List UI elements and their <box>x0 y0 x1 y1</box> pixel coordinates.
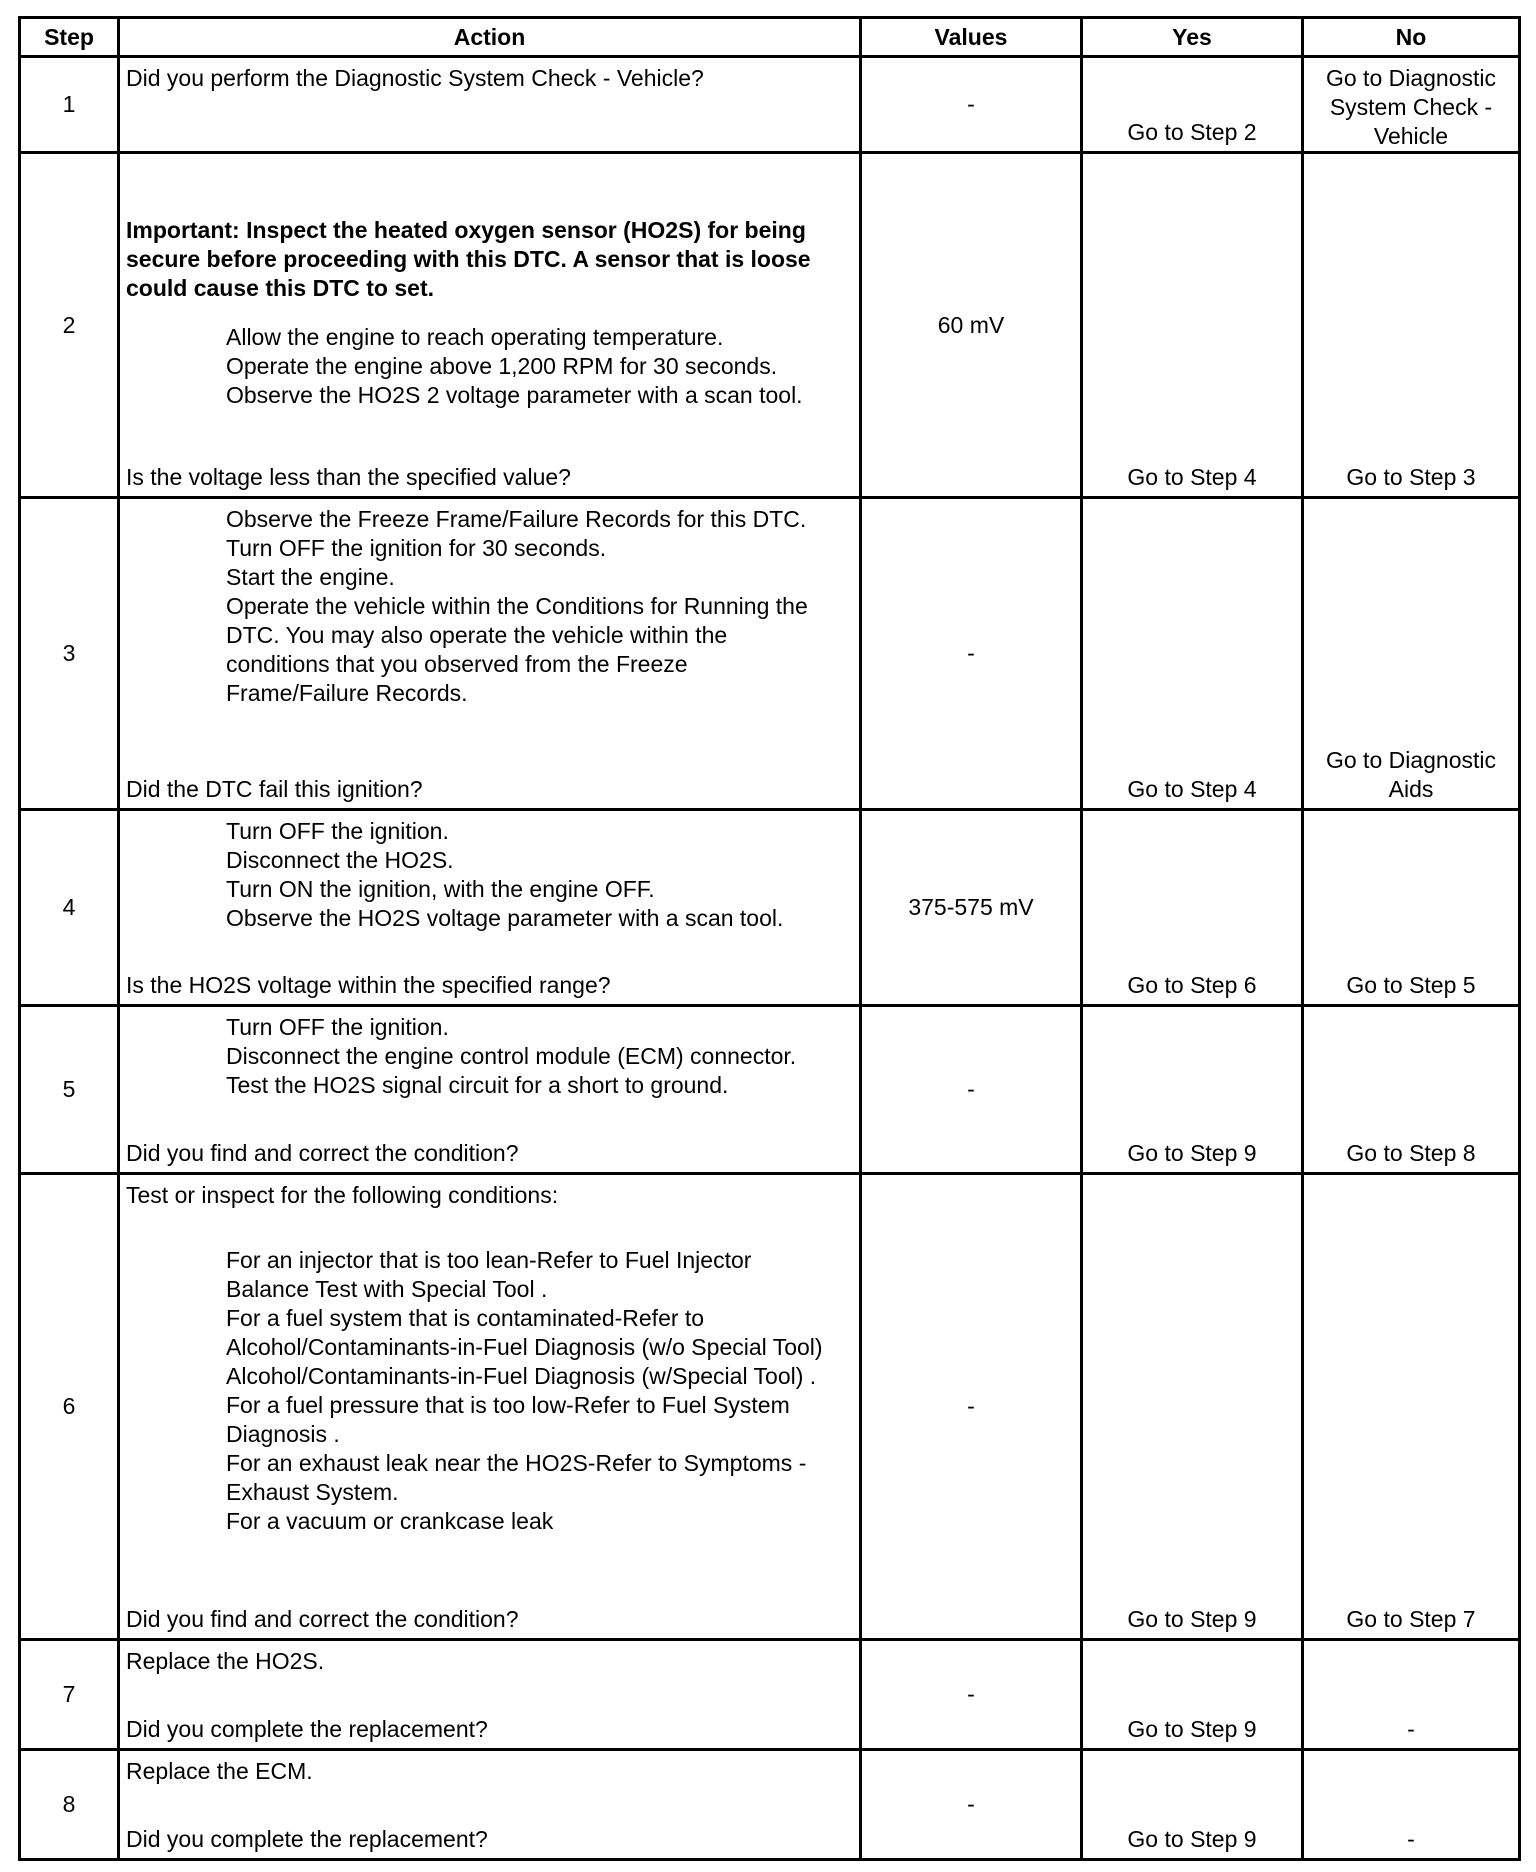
table-row <box>20 1174 1520 1640</box>
table-row <box>20 498 1520 810</box>
table-row <box>20 810 1520 1006</box>
action-item: Observe the HO2S voltage parameter with a scan tool. <box>226 905 784 931</box>
action-item: Turn OFF the ignition. <box>226 818 449 844</box>
no-text: Go to Diagnostic System Check - Vehicle <box>1325 65 1497 149</box>
no-cell <box>1303 498 1520 810</box>
no-cell <box>1303 1640 1520 1750</box>
values-cell: - <box>861 1750 1082 1860</box>
action-item: For an exhaust leak near the HO2S-Refer to Symptoms - Exhaust System. <box>226 1450 807 1505</box>
no-text: Go to Diagnostic Aids <box>1325 747 1497 802</box>
question-text: Is the HO2S voltage within the specified range? <box>126 972 611 998</box>
step-number: 6 <box>20 1174 119 1640</box>
action-item: Start the engine. <box>226 564 395 590</box>
action-item: Operate the engine above 1,200 RPM for 30 seconds. <box>226 353 778 379</box>
important-note: Important: Inspect the heated oxygen sensor (HO2S) for being secure before proceeding with this DTC. A sensor that is loose could cause this DTC to set. <box>126 217 811 301</box>
header-no: No <box>1303 18 1520 57</box>
action-cell <box>119 810 861 1006</box>
action-text: Replace the HO2S. <box>126 1648 325 1674</box>
action-item: Turn OFF the ignition for 30 seconds. <box>226 535 607 561</box>
action-text: Test or inspect for the following conditions: <box>126 1182 559 1208</box>
action-cell <box>119 1640 861 1750</box>
no-cell <box>1303 1750 1520 1860</box>
yes-cell <box>1082 1640 1303 1750</box>
values-cell: - <box>861 1640 1082 1750</box>
values-cell: - <box>861 1174 1082 1640</box>
yes-cell <box>1082 1750 1303 1860</box>
diagnostic-table <box>18 16 1521 1861</box>
yes-text: Go to Step 9 <box>1127 1716 1257 1742</box>
table-row <box>20 1750 1520 1860</box>
action-text: Replace the ECM. <box>126 1758 313 1784</box>
header-values: Values <box>861 18 1082 57</box>
step-number: 4 <box>20 810 119 1006</box>
header-action: Action <box>119 18 861 57</box>
action-item: Allow the engine to reach operating temperature. <box>226 324 724 350</box>
question-text: Did the DTC fail this ignition? <box>126 776 423 802</box>
action-item: Test the HO2S signal circuit for a short to ground. <box>226 1072 729 1098</box>
no-text: Go to Step 8 <box>1346 1140 1476 1166</box>
values-cell: - <box>861 1006 1082 1174</box>
action-item: Observe the HO2S 2 voltage parameter with a scan tool. <box>226 382 803 408</box>
step-number: 8 <box>20 1750 119 1860</box>
yes-text: Go to Step 9 <box>1127 1606 1257 1632</box>
action-item: Operate the vehicle within the Conditions for Running the DTC. You may also operate the vehicle within the conditions that you observed from the Freeze Frame/Failure Records. <box>226 593 808 706</box>
action-item: For a vacuum or crankcase leak <box>226 1508 554 1534</box>
action-item: Observe the Freeze Frame/Failure Records for this DTC. <box>226 506 807 532</box>
question-text: Did you complete the replacement? <box>126 1716 488 1742</box>
no-text: Go to Step 3 <box>1346 464 1476 490</box>
yes-text: Go to Step 9 <box>1127 1826 1257 1852</box>
no-text: - <box>1407 1826 1415 1852</box>
yes-text: Go to Step 9 <box>1127 1140 1257 1166</box>
values-cell: - <box>861 57 1082 153</box>
action-cell <box>119 1006 861 1174</box>
no-cell <box>1303 153 1520 498</box>
header-step: Step <box>20 18 119 57</box>
table-row <box>20 1006 1520 1174</box>
action-text: Did you perform the Diagnostic System Check - Vehicle? <box>126 65 704 91</box>
yes-cell <box>1082 57 1303 153</box>
table-row <box>20 1640 1520 1750</box>
action-cell <box>119 153 861 498</box>
yes-cell <box>1082 153 1303 498</box>
step-number: 5 <box>20 1006 119 1174</box>
no-cell <box>1303 1006 1520 1174</box>
question-text: Is the voltage less than the specified value? <box>126 464 571 490</box>
no-cell <box>1303 810 1520 1006</box>
no-cell <box>1303 1174 1520 1640</box>
step-number: 7 <box>20 1640 119 1750</box>
yes-text: Go to Step 4 <box>1127 776 1257 802</box>
action-cell <box>119 1750 861 1860</box>
question-text: Did you find and correct the condition? <box>126 1606 519 1632</box>
step-number: 1 <box>20 57 119 153</box>
action-cell <box>119 57 861 153</box>
action-item: Turn OFF the ignition. <box>226 1014 449 1040</box>
step-number: 3 <box>20 498 119 810</box>
action-cell <box>119 498 861 810</box>
values-cell: 375-575 mV <box>861 810 1082 1006</box>
action-item: Disconnect the engine control module (ECM) connector. <box>226 1043 797 1069</box>
no-text: - <box>1407 1716 1415 1742</box>
no-cell <box>1303 57 1520 153</box>
yes-cell <box>1082 498 1303 810</box>
question-text: Did you complete the replacement? <box>126 1826 488 1852</box>
action-item: For an injector that is too lean-Refer to Fuel Injector Balance Test with Special Tool . <box>226 1247 752 1302</box>
question-text: Did you find and correct the condition? <box>126 1140 519 1166</box>
yes-cell <box>1082 1174 1303 1640</box>
no-text: Go to Step 7 <box>1346 1606 1476 1632</box>
yes-text: Go to Step 2 <box>1127 119 1257 145</box>
table-row <box>20 153 1520 498</box>
yes-text: Go to Step 4 <box>1127 464 1257 490</box>
table-row <box>20 57 1520 153</box>
action-cell <box>119 1174 861 1640</box>
header-row <box>20 18 1520 57</box>
values-cell: 60 mV <box>861 153 1082 498</box>
action-item: Disconnect the HO2S. <box>226 847 454 873</box>
action-item: For a fuel pressure that is too low-Refer to Fuel System Diagnosis . <box>226 1392 790 1447</box>
yes-cell <box>1082 1006 1303 1174</box>
no-text: Go to Step 5 <box>1346 972 1476 998</box>
values-cell: - <box>861 498 1082 810</box>
action-item: Turn ON the ignition, with the engine OFF. <box>226 876 655 902</box>
header-yes: Yes <box>1082 18 1303 57</box>
yes-text: Go to Step 6 <box>1127 972 1257 998</box>
yes-cell <box>1082 810 1303 1006</box>
step-number: 2 <box>20 153 119 498</box>
action-item: For a fuel system that is contaminated-Refer to Alcohol/Contaminants-in-Fuel Diagnosis (w/o Special Tool) Alcohol/Contaminants-in-Fuel Diagnosis (w/Special Tool) . <box>226 1305 823 1389</box>
